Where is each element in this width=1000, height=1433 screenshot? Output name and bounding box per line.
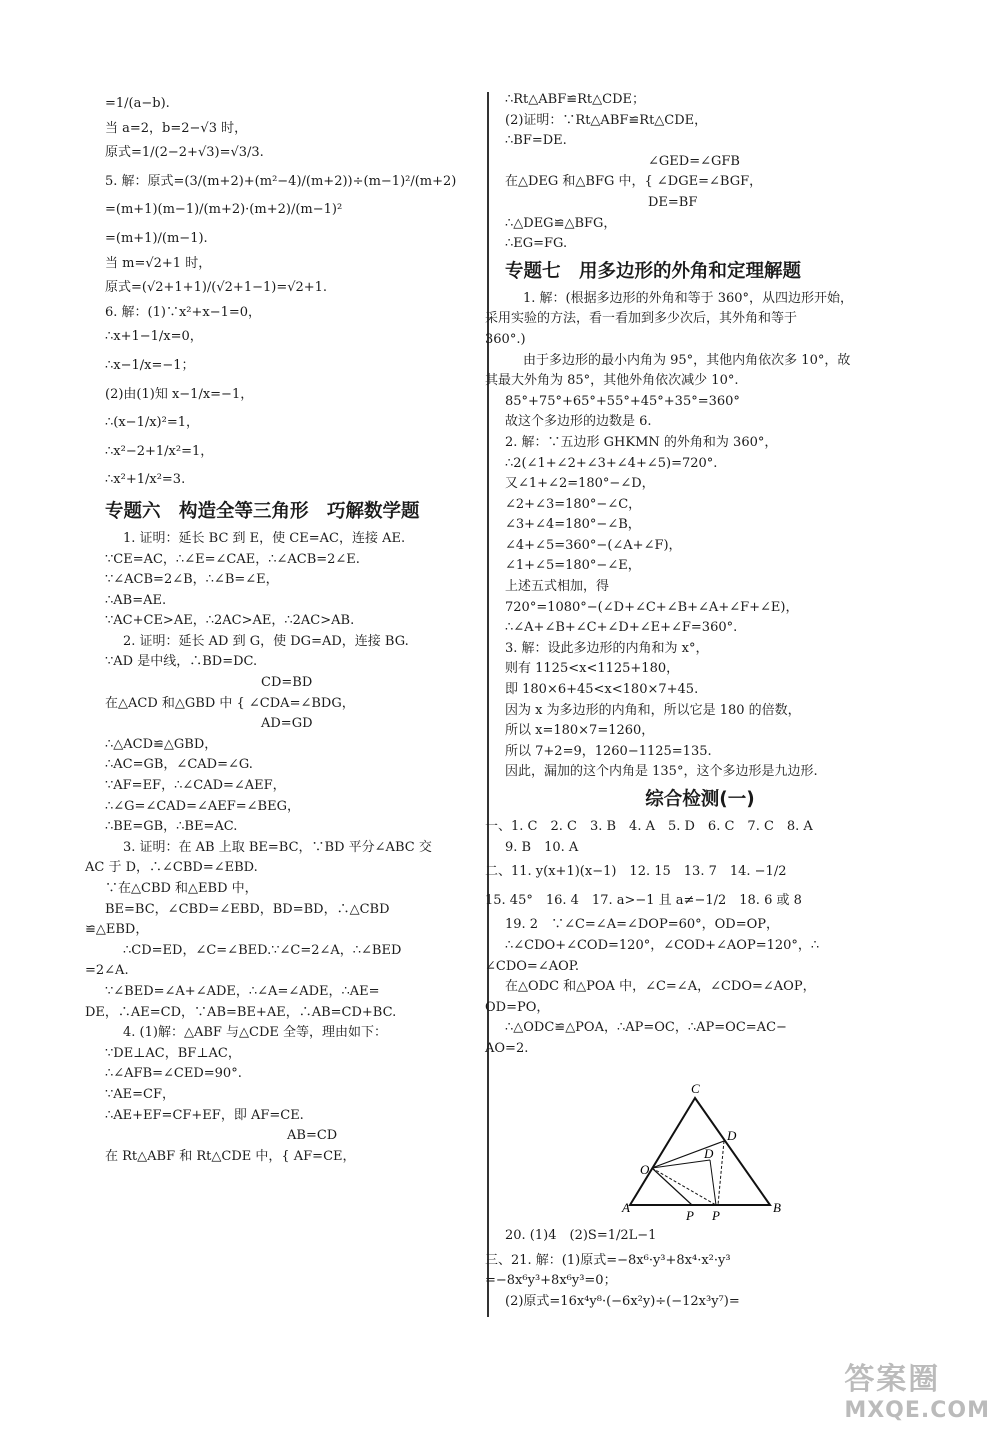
right-text-line: ∴2(∠1+∠2+∠3+∠4+∠5)=720°. — [505, 455, 718, 471]
left-text-line: ∴AE+EF=CF+EF，即 AF=CE. — [105, 1107, 304, 1123]
right-text-line: 在△DEG 和△BFG 中，{ ∠DGE=∠BGF， — [505, 174, 763, 190]
right-bottom-text-line: =−8x⁶y³+8x⁶y³=0； — [485, 1273, 617, 1289]
label-c: C — [691, 1081, 700, 1096]
left-text-line: 6. 解：(1)∵x²+x−1=0， — [105, 304, 262, 320]
right-text-line: 所以 7+2=9，1260−1125=135. — [505, 743, 712, 759]
left-text-line: ≌△EBD， — [85, 922, 149, 938]
left-text-line: ∵∠BED=∠A+∠ADE，∴∠A=∠ADE，∴AE= — [105, 983, 380, 999]
section-heading: 综合检测(一) — [645, 789, 755, 810]
right-text-line: 1. 解：(根据多边形的外角和等于 360°，从四边形开始， — [523, 290, 854, 306]
left-text-line: =1/(a−b). — [105, 96, 170, 111]
left-text-line: ∴CD=ED，∠C=∠BED.∵∠C=2∠A，∴∠BED — [123, 942, 402, 958]
segment-od2 — [652, 1160, 710, 1168]
right-text-line: ∴Rt△ABF≌Rt△CDE； — [505, 92, 646, 107]
right-text-line: ∠1+∠5=180°−∠E， — [505, 558, 641, 574]
right-text-line: 85°+75°+65°+55°+45°+35°=360° — [505, 393, 740, 409]
left-text-line: =(m+1)/(m−1). — [105, 230, 208, 246]
label-p2: P — [712, 1208, 720, 1220]
triangle-abc — [630, 1098, 770, 1205]
right-text-line: ∴∠CDO+∠COD=120°，∠COD+∠AOP=120°，∴ — [505, 937, 820, 953]
watermark-url: MXQE.COM — [844, 1398, 990, 1423]
left-text-line: 当 m=√2+1 时， — [105, 255, 212, 271]
left-text-line: 3. 证明：在 AB 上取 BE=BC，∵BD 平分∠ABC 交 — [123, 839, 432, 855]
left-text-line: ∴AC=GB，∠CAD=∠G. — [105, 757, 253, 773]
label-b: B — [773, 1200, 781, 1215]
right-text-line: 一、1. C 2. C 3. B 4. A 5. D 6. C 7. C 8. A — [485, 819, 813, 834]
left-text-line: 在△ACD 和△GBD 中 { ∠CDA=∠BDG， — [105, 695, 355, 711]
left-text-line: DE，∴AE=CD，∵AB=BE+AE，∴AB=CD+BC. — [85, 1004, 397, 1020]
left-text-line: 2. 证明：延长 AD 到 G，使 DG=AD，连接 BG. — [123, 633, 409, 649]
left-text-line: =(m+1)(m−1)/(m+2)·(m+2)/(m−1)² — [105, 202, 343, 218]
right-column-bottom — [485, 1222, 895, 1312]
right-text-line: 即 180×6+45<x<180×7+45. — [505, 682, 699, 698]
right-text-line: OD=PO， — [485, 999, 550, 1015]
right-bottom-text-line: (2)原式=16x⁴y⁸·(−6x²y)÷(−12x³y⁷)= — [505, 1293, 740, 1309]
right-text-line: ∴BF=DE. — [505, 133, 567, 149]
left-text-line: ∵∠ACB=2∠B，∴∠B=∠E， — [105, 572, 279, 588]
left-text-line: 4. (1)解：△ABF 与△CDE 全等，理由如下： — [123, 1025, 388, 1041]
left-text-line: ∴x−1/x=−1； — [105, 357, 195, 373]
right-text-line: DE=BF — [505, 194, 698, 210]
segment-dp2 — [710, 1160, 716, 1205]
right-text-line: ∠4+∠5=360°−(∠A+∠F)， — [505, 537, 682, 553]
right-text-line: ∠CDO=∠AOP. — [485, 958, 579, 974]
right-text-line: 720°=1080°−(∠D+∠C+∠B+∠A+∠F+∠E)， — [505, 599, 799, 615]
right-text-line: ∴△ODC≌△POA，∴AP=OC，∴AP=OC=AC− — [505, 1020, 787, 1036]
left-text-line: ∴BE=GB，∴BE=AC. — [105, 819, 238, 835]
left-text-line: ∴AB=AE. — [105, 592, 167, 608]
right-bottom-text-line: 20. (1)4 (2)S=1/2L−1 — [505, 1228, 657, 1243]
label-a: A — [622, 1200, 630, 1215]
right-text-line: 二、11. y(x+1)(x−1) 12. 15 13. 7 14. −1/2 — [485, 864, 787, 880]
right-text-line: 由于多边形的最小内角为 95°，其他内角依次多 10°，故 — [523, 352, 851, 368]
left-text-line: CD=BD — [105, 675, 313, 691]
triangle-figure — [620, 1080, 790, 1220]
section-heading: 专题六 构造全等三角形 巧解数学题 — [105, 500, 420, 522]
segment-dp-dashed — [718, 1141, 724, 1205]
left-text-line: 在 Rt△ABF 和 Rt△CDE 中，{ AF=CE， — [105, 1148, 356, 1164]
label-p1: P — [686, 1208, 694, 1220]
left-text-line: AC 于 D，∴∠CBD=∠EBD. — [85, 860, 258, 876]
right-bottom-text-line: 三、21. 解：(1)原式=−8x⁶·y³+8x⁴·x²·y³ — [485, 1252, 731, 1268]
watermark-logo-text: 答案圈 — [844, 1362, 941, 1397]
right-text-line: 其最大外角为 85°，其他外角依次减少 10°. — [485, 373, 739, 389]
left-text-line: (2)由(1)知 x−1/x=−1， — [105, 386, 254, 402]
left-text-line: ∴(x−1/x)²=1， — [105, 415, 199, 431]
left-text-line: ∵AC+CE>AE，∴2AC>AE，∴2AC>AB. — [105, 613, 355, 629]
left-text-line: BE=BC，∠CBD=∠EBD，BD=BD，∴△CBD — [105, 901, 390, 917]
left-text-line: AD=GD — [105, 716, 313, 732]
left-text-line: 5. 解：原式=(3/(m+2)+(m²−4)/(m+2))÷(m−1)²/(m+2) — [105, 173, 457, 189]
right-text-line: 采用实验的方法，看一看加到多少次后，其外角和等于 — [485, 311, 798, 327]
right-text-line: 19. 2 ∵∠C=∠A=∠DOP=60°，OD=OP， — [505, 917, 780, 933]
left-text-line: ∵AF=EF，∴∠CAD=∠AEF， — [105, 778, 286, 794]
left-text-line: ∵AE=CF， — [105, 1086, 176, 1102]
right-text-line: 因为 x 为多边形的内角和，所以它是 180 的倍数， — [505, 702, 801, 718]
right-text-line: 9. B 10. A — [505, 839, 579, 855]
left-text-line: 1. 证明：延长 BC 到 E，使 CE=AC，连接 AE. — [123, 530, 406, 546]
right-text-line: ∴△DEG≌△BFG， — [505, 215, 617, 231]
right-text-line: 在△ODC 和△POA 中，∠C=∠A，∠CDO=∠AOP， — [505, 979, 816, 995]
right-text-line: AO=2. — [485, 1040, 529, 1056]
segment-op — [652, 1168, 692, 1205]
right-text-line: ∠GED=∠GFB — [505, 153, 740, 169]
left-text-line: ∴△ACD≌△GBD， — [105, 736, 218, 752]
left-text-line: 原式=1/(2−2+√3)=√3/3. — [105, 145, 264, 161]
label-o: O — [640, 1162, 650, 1177]
right-text-line: ∴∠A+∠B+∠C+∠D+∠E+∠F=360°. — [505, 620, 738, 636]
left-text-line: ∴x+1−1/x=0， — [105, 329, 203, 345]
right-text-line: 因此，漏加的这个内角是 135°，这个多边形是九边形. — [505, 764, 818, 780]
right-text-line: 上述五式相加，得 — [505, 579, 610, 595]
right-text-line: ∴EG=FG. — [505, 236, 568, 252]
right-text-line: ∠2+∠3=180°−∠C， — [505, 496, 642, 512]
right-text-line: 所以 x=180×7=1260， — [505, 723, 655, 739]
left-text-line: ∴∠G=∠CAD=∠AEF=∠BEG， — [105, 798, 300, 814]
right-text-line: 又∠1+∠2=180°−∠D， — [505, 476, 655, 492]
left-text-line: ∴x²−2+1/x²=1， — [105, 443, 214, 459]
right-text-line: 15. 45° 16. 4 17. a>−1 且 a≠−1/2 18. 6 或 8 — [485, 892, 802, 908]
left-text-line: =2∠A. — [85, 963, 129, 979]
left-text-line: ∵CE=AC，∴∠E=∠CAE，∴∠ACB=2∠E. — [105, 551, 360, 567]
label-d2: D — [704, 1146, 714, 1161]
right-text-line: 2. 解：∵五边形 GHKMN 的外角和为 360°， — [505, 434, 778, 450]
right-text-line: 故这个多边形的边数是 6. — [505, 414, 652, 430]
right-column — [485, 90, 895, 1060]
left-text-line: ∵DE⊥AC，BF⊥AC， — [105, 1045, 241, 1061]
column-divider — [487, 92, 489, 1317]
segment-op2-dashed — [652, 1168, 716, 1205]
watermark — [844, 1354, 990, 1423]
left-text-line: 原式=(√2+1+1)/(√2+1−1)=√2+1. — [105, 280, 328, 296]
right-text-line: 3. 解：设此多边形的内角和为 x°， — [505, 640, 709, 656]
left-text-line: 当 a=2，b=2−√3 时， — [105, 120, 248, 136]
left-text-line: ∵在△CBD 和△EBD 中， — [105, 881, 258, 896]
left-column — [85, 90, 475, 1167]
right-text-line: 360°.) — [485, 331, 526, 347]
left-text-line: ∴∠AFB=∠CED=90°. — [105, 1066, 242, 1082]
label-d1: D — [727, 1128, 737, 1143]
section-heading: 专题七 用多边形的外角和定理解题 — [505, 260, 802, 282]
left-text-line: AB=CD — [105, 1128, 338, 1144]
left-text-line: ∴x²+1/x²=3. — [105, 472, 186, 488]
right-text-line: 则有 1125<x<1125+180， — [505, 661, 680, 677]
right-text-line: (2)证明：∵Rt△ABF≌Rt△CDE， — [505, 112, 708, 128]
right-text-line: ∠3+∠4=180°−∠B， — [505, 517, 641, 533]
left-text-line: ∵AD 是中线，∴BD=DC. — [105, 654, 258, 670]
